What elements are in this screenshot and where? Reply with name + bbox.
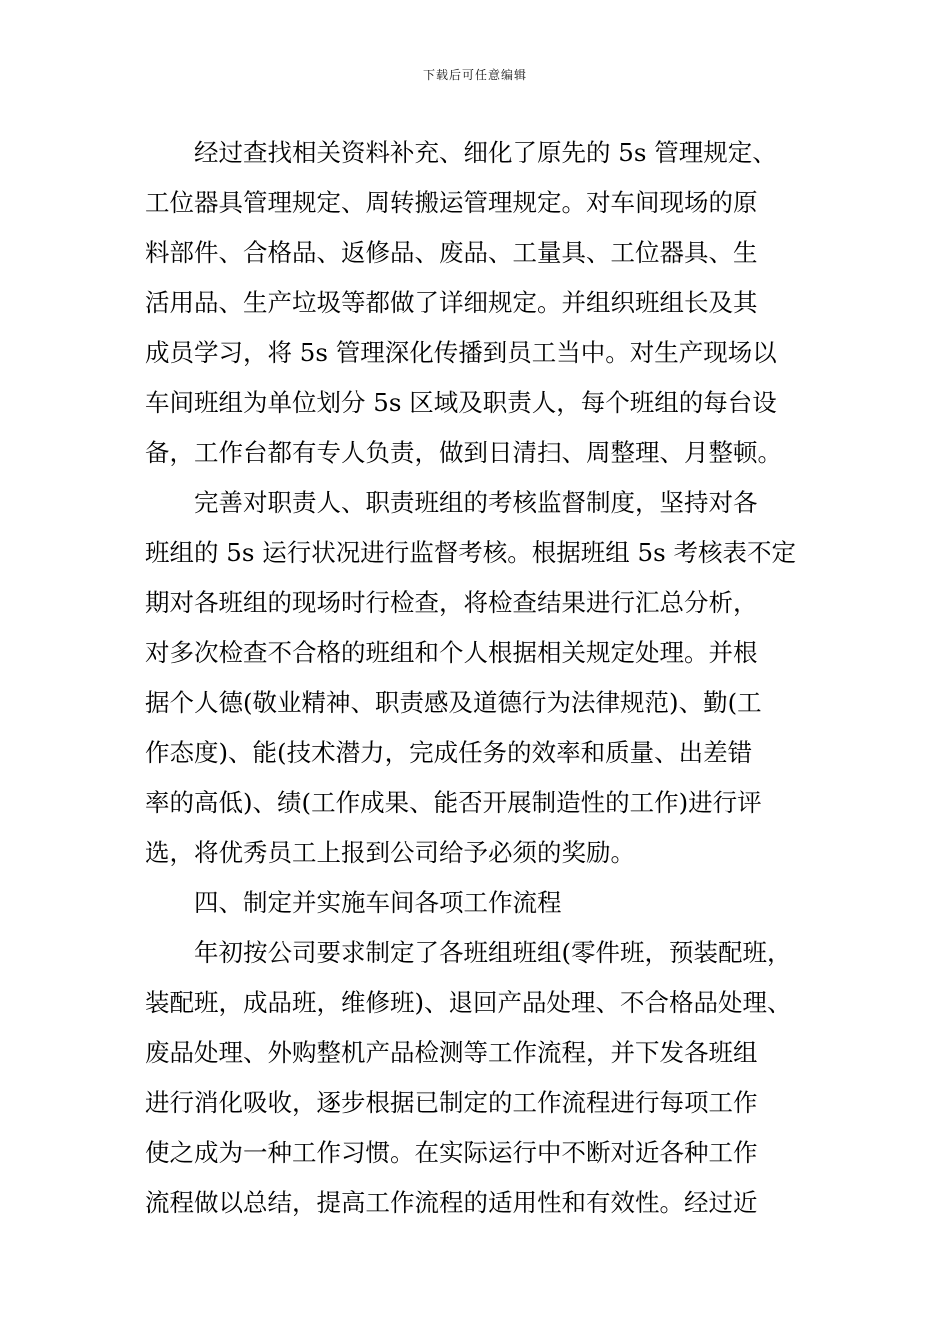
- section-heading: [145, 878, 809, 928]
- text-line: 对多次检查不合格的班组和个人根据相关规定处理。并根: [145, 638, 758, 667]
- text-line: 年初按公司要求制定了各班组班组(零件班，预装配班，: [194, 938, 792, 967]
- text-line: 完善对职责人、职责班组的考核监督制度，坚持对各: [194, 488, 758, 517]
- text-line: 料部件、合格品、返修品、废品、工量具、工位器具、生: [145, 238, 758, 267]
- text-line: 废品处理、外购整机产品检测等工作流程，并下发各班组: [145, 1038, 758, 1067]
- text-line: 车间班组为单位划分 5s 区域及职责人，每个班组的每台设: [145, 388, 777, 417]
- text-line: 期对各班组的现场时行检查，将检查结果进行汇总分析，: [145, 588, 758, 617]
- text-line: 作态度)、能(技术潜力，完成任务的效率和质量、出差错: [145, 738, 753, 767]
- paragraph-5s-rules: [145, 128, 809, 478]
- section-heading-text: 四、制定并实施车间各项工作流程: [194, 888, 562, 917]
- text-line: 成员学习，将 5s 管理深化传播到员工当中。对生产现场以: [145, 338, 777, 367]
- text-line: 活用品、生产垃圾等都做了详细规定。并组织班组长及其: [145, 288, 758, 317]
- page-header: 下载后可任意编辑: [422, 68, 527, 82]
- text-line: 选，将优秀员工上报到公司给予必须的奖励。: [145, 838, 635, 867]
- text-line: 备，工作台都有专人负责，做到日清扫、周整理、月整顿。: [145, 438, 782, 467]
- text-line: 使之成为一种工作习惯。在实际运行中不断对近各种工作: [145, 1138, 758, 1167]
- text-line: 流程做以总结，提高工作流程的适用性和有效性。经过近: [145, 1188, 758, 1217]
- paragraph-assessment: [145, 478, 809, 878]
- document-body: [145, 128, 809, 1228]
- paragraph-workflow: [145, 928, 809, 1228]
- text-line: 率的高低)、绩(工作成果、能否开展制造性的工作)进行评: [145, 788, 762, 817]
- text-line: 据个人德(敬业精神、职责感及道德行为法律规范)、勤(工: [145, 688, 762, 717]
- text-line: 经过查找相关资料补充、细化了原先的 5s 管理规定、: [194, 138, 777, 167]
- text-line: 装配班，成品班，维修班)、退回产品处理、不合格品处理、: [145, 988, 792, 1017]
- text-line: 班组的 5s 运行状况进行监督考核。根据班组 5s 考核表不定: [145, 538, 796, 567]
- text-line: 工位器具管理规定、周转搬运管理规定。对车间现场的原: [145, 188, 758, 217]
- text-line: 进行消化吸收，逐步根据已制定的工作流程进行每项工作: [145, 1088, 758, 1117]
